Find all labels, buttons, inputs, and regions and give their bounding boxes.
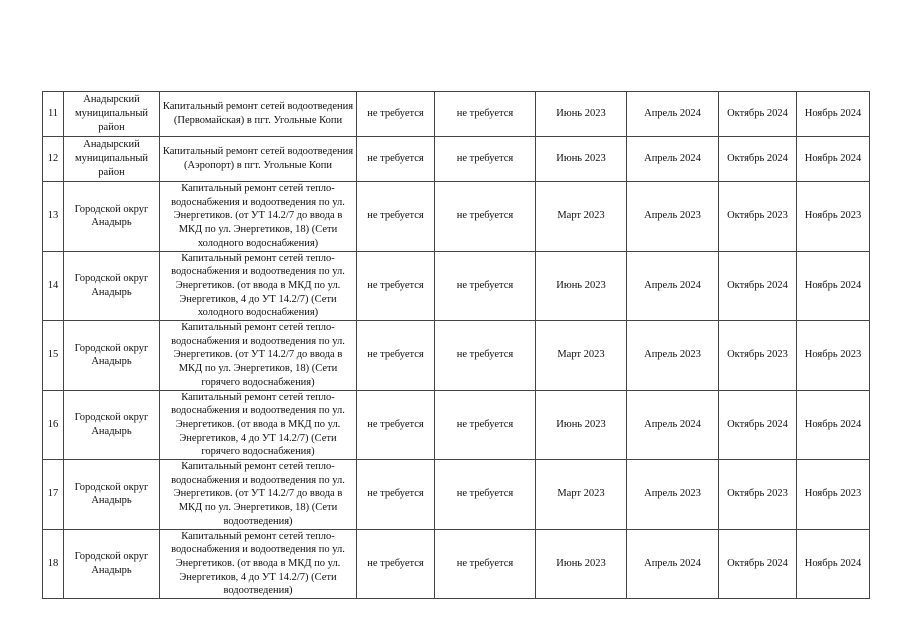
date-cell-1: Июнь 2023 — [536, 92, 627, 137]
date-cell-1: Июнь 2023 — [536, 390, 627, 460]
requirement-cell-2: не требуется — [435, 460, 536, 530]
table-row — [43, 390, 870, 460]
work-description-cell: Капитальный ремонт сетей водоотведения (Первомайская) в пгт. Угольные Копи — [160, 92, 357, 137]
requirement-cell-1: не требуется — [357, 182, 435, 252]
requirement-cell-2: не требуется — [435, 92, 536, 137]
date-cell-2: Апрель 2024 — [627, 390, 719, 460]
date-cell-3: Октябрь 2023 — [719, 460, 797, 530]
work-description-cell: Капитальный ремонт сетей тепло-водоснабжения и водоотведения по ул. Энергетиков. (от ввода в МКД по ул. Энергетиков, 4 до УТ 14.2/7) (Сети холодного водоснабжения) — [160, 251, 357, 321]
requirement-cell-2: не требуется — [435, 182, 536, 252]
requirement-cell-1: не требуется — [357, 251, 435, 321]
works-table — [42, 91, 870, 599]
row-number: 12 — [43, 137, 64, 182]
date-cell-3: Октябрь 2024 — [719, 390, 797, 460]
requirement-cell-2: не требуется — [435, 321, 536, 391]
date-cell-2: Апрель 2024 — [627, 137, 719, 182]
district-cell: Городской округ Анадырь — [64, 321, 160, 391]
requirement-cell-2: не требуется — [435, 390, 536, 460]
date-cell-4: Ноябрь 2024 — [797, 137, 870, 182]
row-number: 18 — [43, 529, 64, 599]
date-cell-4: Ноябрь 2023 — [797, 460, 870, 530]
date-cell-2: Апрель 2024 — [627, 92, 719, 137]
requirement-cell-1: не требуется — [357, 321, 435, 391]
district-cell: Городской округ Анадырь — [64, 251, 160, 321]
row-number: 17 — [43, 460, 64, 530]
table-row — [43, 182, 870, 252]
work-description-cell: Капитальный ремонт сетей тепло-водоснабжения и водоотведения по ул. Энергетиков. (от ввода в МКД по ул. Энергетиков, 4 до УТ 14.2/7) (Сети горячего водоснабжения) — [160, 390, 357, 460]
date-cell-1: Июнь 2023 — [536, 251, 627, 321]
date-cell-4: Ноябрь 2024 — [797, 529, 870, 599]
date-cell-1: Июнь 2023 — [536, 529, 627, 599]
date-cell-1: Июнь 2023 — [536, 137, 627, 182]
date-cell-4: Ноябрь 2024 — [797, 251, 870, 321]
requirement-cell-2: не требуется — [435, 529, 536, 599]
district-cell: Городской округ Анадырь — [64, 390, 160, 460]
row-number: 15 — [43, 321, 64, 391]
district-cell: Городской округ Анадырь — [64, 182, 160, 252]
work-description-cell: Капитальный ремонт сетей тепло-водоснабжения и водоотведения по ул. Энергетиков. (от УТ 14.2/7 до ввода в МКД по ул. Энергетиков, 18) (Сети холодного водоснабжения) — [160, 182, 357, 252]
table-row — [43, 529, 870, 599]
date-cell-1: Март 2023 — [536, 182, 627, 252]
date-cell-1: Март 2023 — [536, 321, 627, 391]
date-cell-4: Ноябрь 2024 — [797, 92, 870, 137]
date-cell-2: Апрель 2024 — [627, 251, 719, 321]
district-cell: Городской округ Анадырь — [64, 460, 160, 530]
date-cell-3: Октябрь 2024 — [719, 529, 797, 599]
requirement-cell-1: не требуется — [357, 390, 435, 460]
work-description-cell: Капитальный ремонт сетей тепло-водоснабжения и водоотведения по ул. Энергетиков. (от ввода в МКД по ул. Энергетиков, 4 до УТ 14.2/7) (Сети водоотведения) — [160, 529, 357, 599]
date-cell-3: Октябрь 2024 — [719, 137, 797, 182]
date-cell-4: Ноябрь 2023 — [797, 321, 870, 391]
district-cell: Городской округ Анадырь — [64, 529, 160, 599]
table-row — [43, 137, 870, 182]
date-cell-1: Март 2023 — [536, 460, 627, 530]
table-row — [43, 92, 870, 137]
requirement-cell-1: не требуется — [357, 92, 435, 137]
requirement-cell-1: не требуется — [357, 460, 435, 530]
row-number: 16 — [43, 390, 64, 460]
date-cell-3: Октябрь 2023 — [719, 321, 797, 391]
row-number: 14 — [43, 251, 64, 321]
table-row — [43, 251, 870, 321]
date-cell-3: Октябрь 2024 — [719, 251, 797, 321]
date-cell-2: Апрель 2023 — [627, 321, 719, 391]
requirement-cell-2: не требуется — [435, 251, 536, 321]
requirement-cell-1: не требуется — [357, 529, 435, 599]
date-cell-4: Ноябрь 2023 — [797, 182, 870, 252]
requirement-cell-2: не требуется — [435, 137, 536, 182]
date-cell-3: Октябрь 2023 — [719, 182, 797, 252]
row-number: 13 — [43, 182, 64, 252]
date-cell-2: Апрель 2024 — [627, 529, 719, 599]
date-cell-2: Апрель 2023 — [627, 460, 719, 530]
work-description-cell: Капитальный ремонт сетей водоотведения (Аэропорт) в пгт. Угольные Копи — [160, 137, 357, 182]
requirement-cell-1: не требуется — [357, 137, 435, 182]
row-number: 11 — [43, 92, 64, 137]
date-cell-3: Октябрь 2024 — [719, 92, 797, 137]
table-row — [43, 460, 870, 530]
table-row — [43, 321, 870, 391]
district-cell: Анадырский муниципальный район — [64, 137, 160, 182]
date-cell-4: Ноябрь 2024 — [797, 390, 870, 460]
work-description-cell: Капитальный ремонт сетей тепло-водоснабжения и водоотведения по ул. Энергетиков. (от УТ 14.2/7 до ввода в МКД по ул. Энергетиков, 18) (Сети водоотведения) — [160, 460, 357, 530]
district-cell: Анадырский муниципальный район — [64, 92, 160, 137]
date-cell-2: Апрель 2023 — [627, 182, 719, 252]
work-description-cell: Капитальный ремонт сетей тепло-водоснабжения и водоотведения по ул. Энергетиков. (от УТ 14.2/7 до ввода в МКД по ул. Энергетиков, 18) (Сети горячего водоснабжения) — [160, 321, 357, 391]
